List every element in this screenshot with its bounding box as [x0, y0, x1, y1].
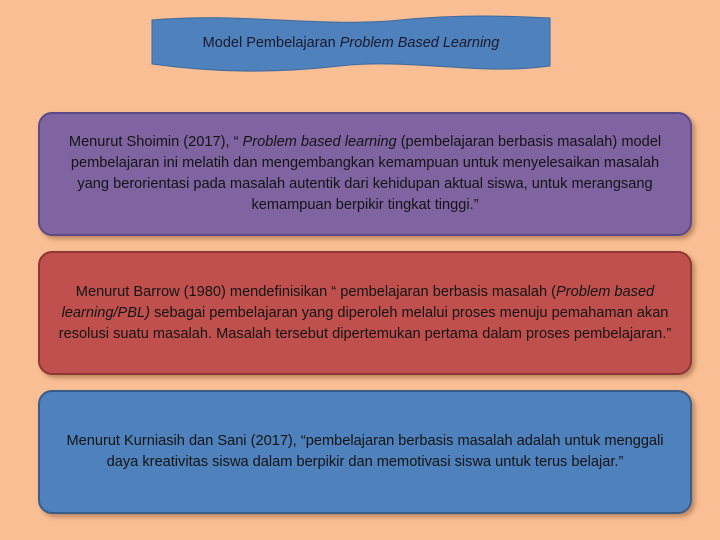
definition-text-barrow	[54, 282, 676, 345]
title-prefix: Model Pembelajaran	[202, 35, 340, 51]
definition-text-kurniasih-sani: Menurut Kurniasih dan Sani (2017), “pembelajaran berbasis masalah adalah untuk menggali daya kreativitas siswa dalam berpikir dan memotivasi siswa untuk terus belajar.”	[66, 433, 664, 470]
card-2-italic-term: Problem based learning/PBL)	[61, 283, 655, 321]
card-2-text-end: sebagai pembelajaran yang diperoleh melalui proses menuju pemahaman akan resolusi suatu masalah. Masalah tersebut dipertemukan pertama dalam proses pembelajaran.”	[58, 304, 672, 342]
title-banner	[150, 14, 552, 74]
definition-text-shoimin	[54, 132, 676, 216]
card-1-text-end: (pembelajaran berbasis masalah) model pembelajaran ini melatih dan mengembangkan kemampuan untuk menyelesaikan masalah yang berorientasi pada masalah autentik dari kehidupan aktual siswa, untuk merangsang kemampuan berpikir tingkat tinggi.”	[70, 134, 662, 213]
page-title	[150, 35, 552, 51]
definition-card-barrow	[38, 251, 692, 375]
card-1-italic-term: Problem based learning	[242, 134, 397, 150]
card-2-text-start: Menurut Barrow (1980) mendefinisikan “ pembelajaran berbasis masalah (	[75, 283, 557, 300]
card-1-text-start: Menurut Shoimin (2017), “	[68, 134, 243, 150]
definition-card-kurniasih-sani	[38, 390, 692, 514]
definition-card-shoimin	[38, 112, 692, 236]
title-italic: Problem Based Learning	[339, 35, 500, 51]
